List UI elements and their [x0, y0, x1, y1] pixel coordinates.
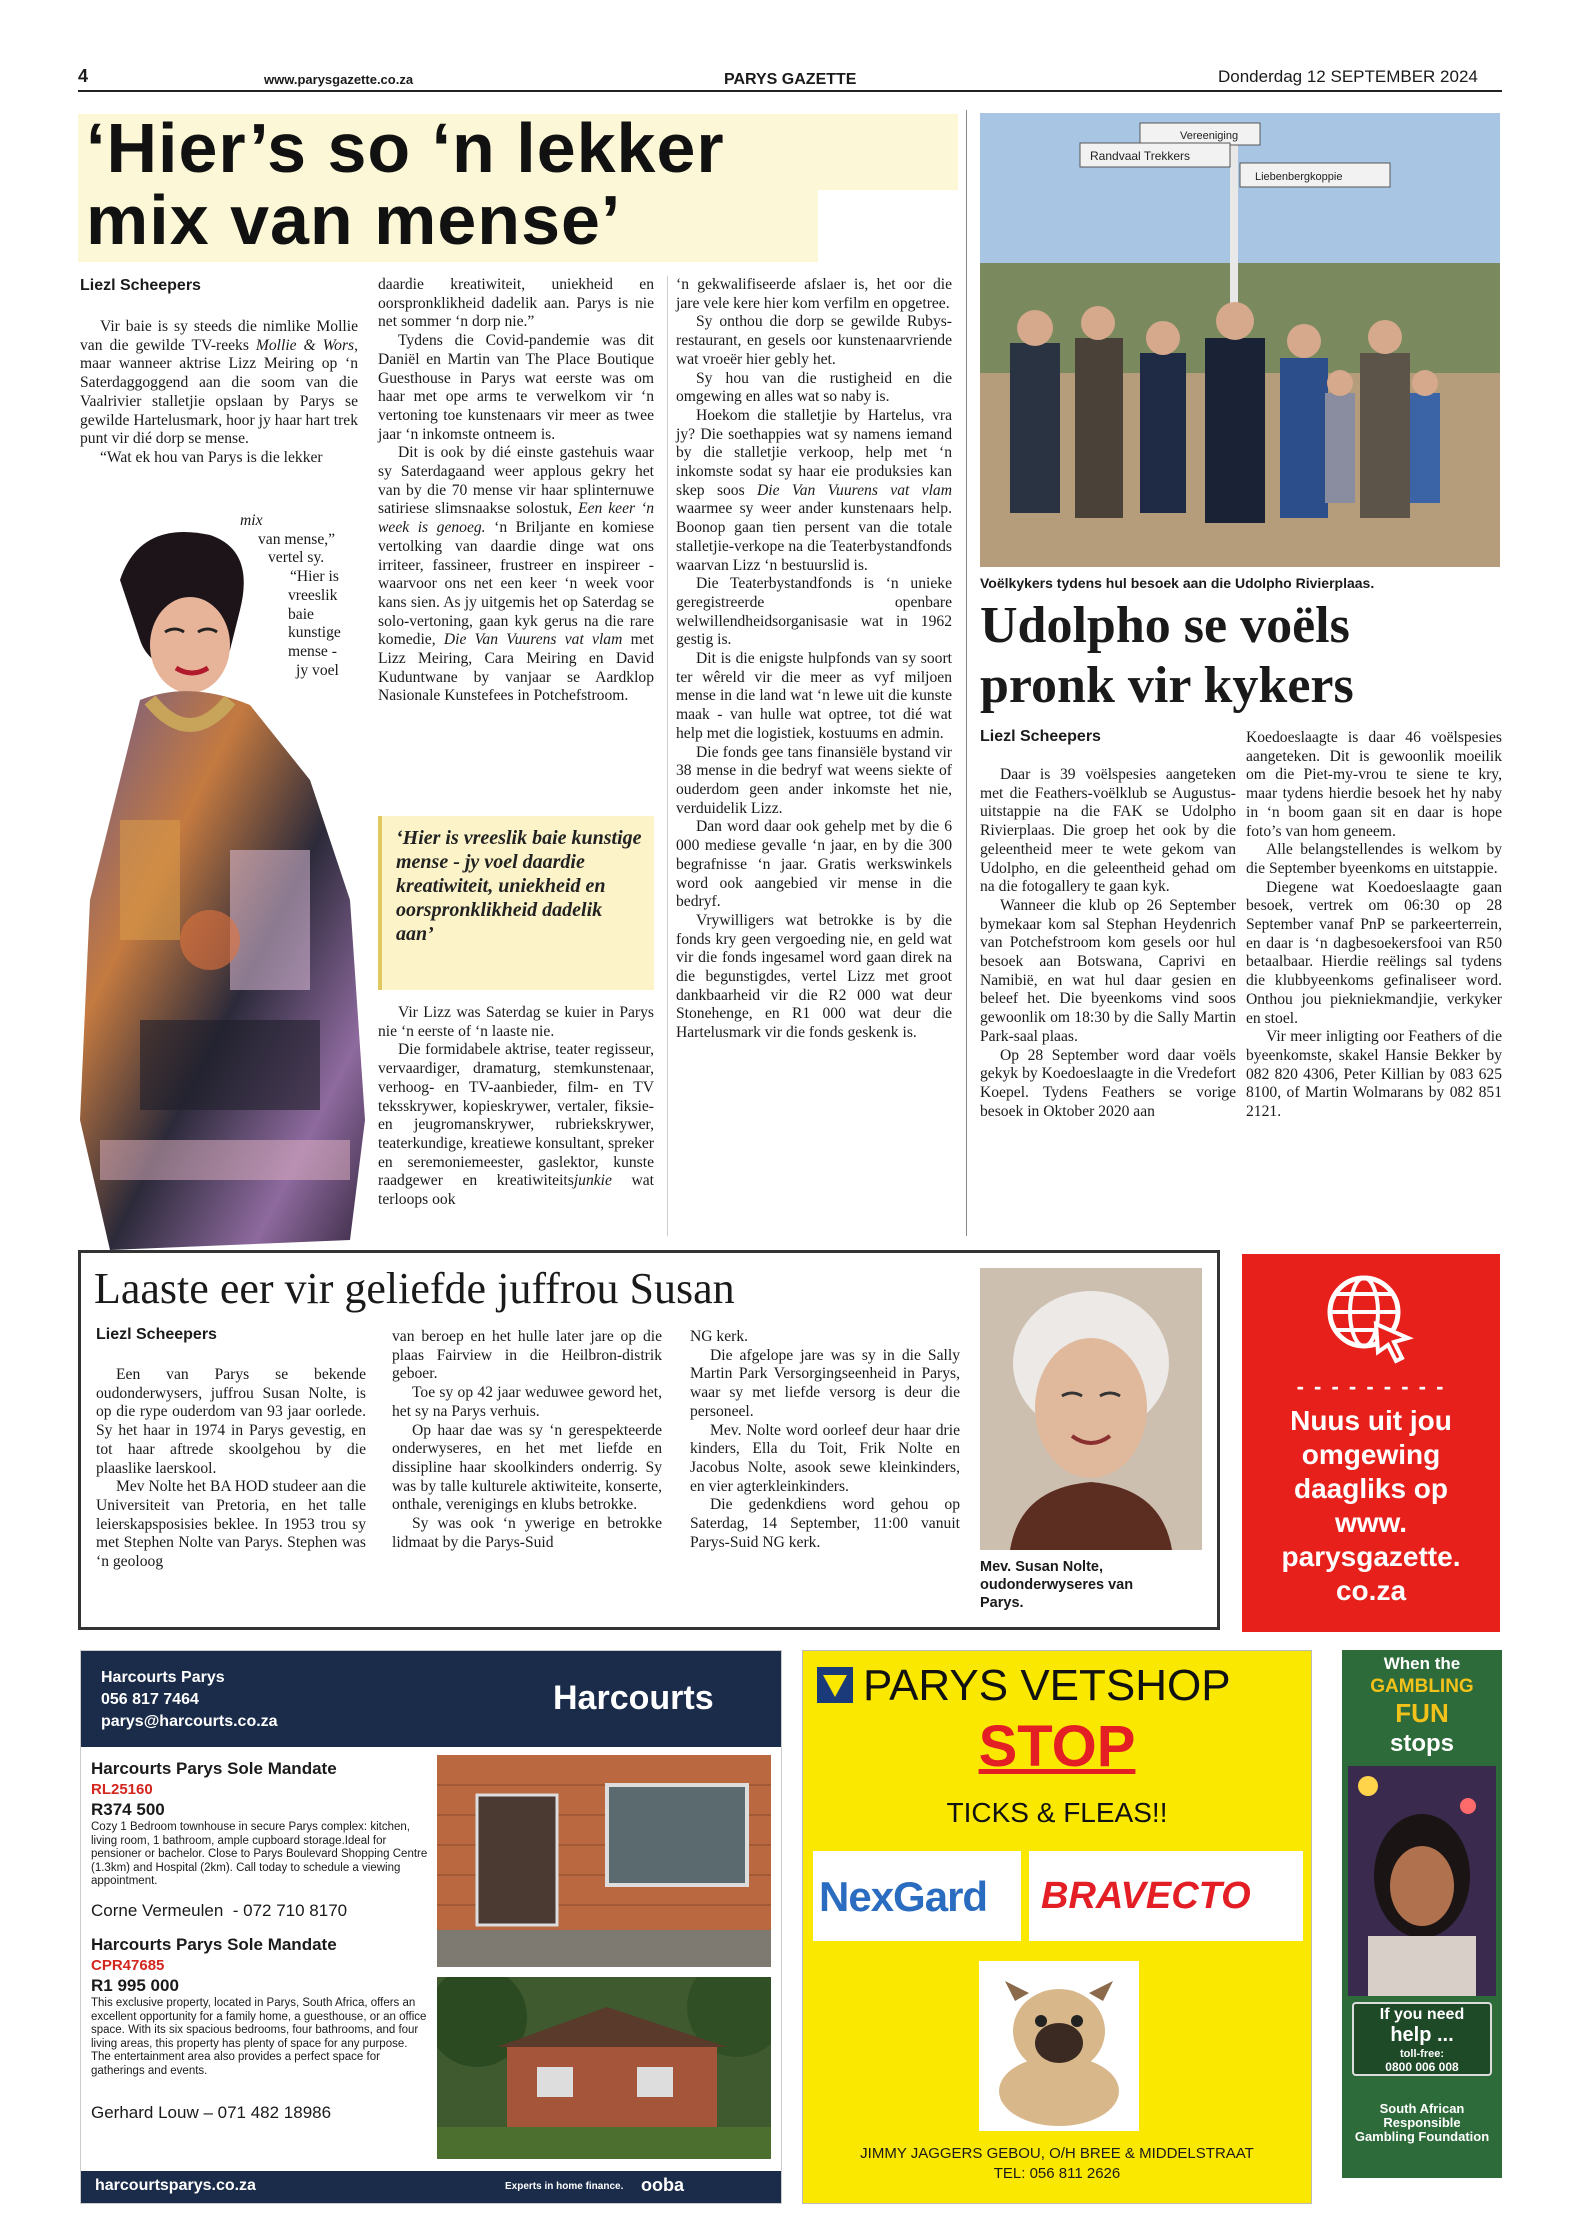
nexgard-logo: NexGard: [819, 1873, 988, 1920]
article3-byline: Liezl Scheepers: [96, 1326, 217, 1343]
vetshop-ad[interactable]: [802, 1650, 1312, 2204]
article1-byline: Liezl Scheepers: [80, 277, 201, 294]
susan-nolte-photo: [980, 1268, 1202, 1550]
listing2-photo: [437, 1977, 771, 2159]
listing2-title: Harcourts Parys Sole Mandate: [91, 1935, 337, 1954]
paragraph: Op haar dae was sy ‘n gerespekteerde onderwyseres, en het met liefde en dissipline haar skoolkinders onderrig. Sy was by talle kulturele aktiwiteite, konserte, onthale, verenigings en klubs betrokke.: [392, 1421, 662, 1514]
paragraph: van mense,”: [258, 530, 336, 548]
listing1-agent: Corne Vermeulen - 072 710 8170: [91, 1901, 348, 1920]
promo-line: Nuus uit jou: [1290, 1405, 1452, 1436]
paragraph: Die fonds gee tans finansiële bystand vir 38 mense in die bedryf wat weens siekte of ouderdom geen ander inkomste het nie, verduidelik Lizz.: [676, 743, 952, 817]
paragraph: Dit is ook by dié einste gastehuis waar sy Saterdagaand weer applous gekry het van by die 70 mense vir haar splinternuwe satiriese slimsnaakse solostuk, Een keer ‘n week is genoeg. ‘n Briljante en komiese vertolking van daardie dinge wat ons irriteer, fassineer, frustreer en inspireer - waarvoor ons net een keer ‘n week voor kans sien. As jy uitgemis het op Saterdag se solo-vertoning, gaan kyk gerus na die rare komedie, Die Van Vuurens vat vlam met Lizz Meiring, Cara Meiring en David Kuduntwane by vanjaar se Aardklop Nasionale Kunstefees in Potchefstroom.: [378, 444, 654, 705]
gambling-number[interactable]: 0800 006 008: [1385, 2060, 1459, 2074]
vetshop-title: PARYS VETSHOP: [863, 1661, 1231, 1710]
gambling-line3: FUN: [1395, 1698, 1449, 1728]
harcourts-footer-url[interactable]: harcourtsparys.co.za: [95, 2177, 256, 2194]
paragraph: Een van Parys se bekende oudonderwysers, juffrou Susan Nolte, is op die rype ouderdom van 93 jaar oorlede. Sy het haar in 1974 in Parys gevestig, en tot haar aftrede skoolgehou by die plaaslike laerskool.: [96, 1366, 366, 1477]
paragraph: ‘n gekwalifiseerde afslaer is, het oor die jare vele kere hier kom verfilm en opgetree.: [676, 276, 952, 312]
paragraph: Wanneer die klub op 26 September bymekaar kom sal Stephan Heydenrich van Potchefstroom kom gesels oor hul besoek aan Botswana, Caprivi en Namibië, en wat hul daar gesien en beleef het. Die byeenkoms vind soos gewoonlik om 18:30 by die Sally Martin Park-saal plaas.: [980, 896, 1236, 1045]
paragraph: Die gedenkdiens word gehou op Saterdag, 14 September, 11:00 vanuit Parys-Suid NG kerk.: [690, 1496, 960, 1551]
article2-headline: [980, 596, 1354, 716]
vetshop-stop: STOP: [978, 1714, 1136, 1779]
paragraph: Vir Lizz was Saterdag se kuier in Parys nie ‘n eerste of ‘n laaste nie.: [378, 1004, 654, 1040]
article2-col1: [980, 766, 1236, 1121]
harcourts-phone[interactable]: 056 817 7464: [101, 1691, 199, 1708]
listing1-ref: RL25160: [91, 1781, 153, 1798]
bravecto-logo: BRAVECTO: [1041, 1875, 1251, 1917]
pullquote: ‘Hier is vreeslik baie kunstige mense - jy voel daardie kreatiwiteit, uniekheid en oorspronklikheid dadelik aan’: [396, 827, 642, 945]
paragraph: Op 28 September word daar voëls gekyk by Koedoeslaagte in die Vredefort Koepel. Tydens Feathers se vorige besoek in Oktober 2020 aan: [980, 1046, 1236, 1120]
section-divider: [966, 110, 967, 1236]
paragraph: Vrywilligers wat betrokke is by die fonds kry geen vergoeding nie, en geld wat vir die fonds ingesamel word gaan direk na die begunstigdes, vertel Lizz met groot dankbaarheid vir die R2 000 wat deur Stonehenge, en R1 000 wat deur die Hartelusmark vir die fonds geskenk is.: [676, 911, 952, 1042]
paragraph: Mev. Nolte word oorleef deur haar drie kinders, Ella du Toit, Frik Nolte en Jacobus Nolte, asook sewe kleinkinders, en vier agterkleinkinders.: [690, 1421, 960, 1495]
listing2-agent: Gerhard Louw – 071 482 18986: [91, 2103, 332, 2122]
column-divider: [667, 276, 668, 1236]
article2-headline-line2: pronk vir kykers: [980, 657, 1354, 714]
promo-line: www.: [1334, 1507, 1408, 1538]
issue-date: Donderdag 12 SEPTEMBER 2024: [1218, 67, 1478, 86]
article1-headline-line1: ‘Hier’s so ‘n lekker: [86, 109, 725, 187]
article3-col3: [690, 1328, 960, 1552]
paragraph: Dit is die enigste hulpfonds van sy soort ter wêreld vir die meer as vyf miljoen mense in die land wat ‘n lewe uit die kunste maak - van hulle wat optree, tot dié wat help met die logistiek, kostuums en admin.: [676, 650, 952, 742]
sign-randvaal: Randvaal Trekkers: [1090, 149, 1191, 163]
vetshop-ticks: TICKS & FLEAS!!: [946, 1797, 1168, 1828]
paragraph: “Wat ek hou van Parys is die lekker: [100, 448, 323, 466]
paragraph: baie: [288, 605, 314, 623]
article3-col2: [392, 1328, 662, 1552]
harcourts-email[interactable]: parys@harcourts.co.za: [101, 1713, 278, 1730]
paragraph: Toe sy op 42 jaar weduwee geword het, het sy na Parys verhuis.: [392, 1384, 662, 1420]
article3-headline: Laaste eer vir geliefde juffrou Susan: [94, 1264, 735, 1313]
lizz-illustration: [80, 520, 370, 1260]
paragraph: Sy hou van die rustigheid en die omgewing en alles wat so naby is.: [676, 369, 952, 406]
sign-liebenbergkoppie: Liebenbergkoppie: [1255, 171, 1343, 183]
paragraph: Die formidabele aktrise, teater regisseur, vervaardiger, dramaturg, stemkunstenaar, verhoog- en TV-aanbieder, film- en TV teksskrywer, kopieskrywer, vertaler, fiksie- en jeugromanskrywer, rubriekskrywer, teaterkundige, kreatiewe konsultant, spreker en seremoniemeester, gaslektor, kunste raadgewer en kreatiwiteitsjunkie wat terloops ook: [378, 1041, 654, 1209]
paragraph: Vir baie is sy steeds die nimlike Mollie van die gewilde TV-reeks Mollie & Wors, maar wanneer aktrise Lizz Meiring op ‘n Saterdaggoggend aan die soom van die Vaalrivier stalletjie opslaan by Parys se gewilde Hartelusmark, hoor jy haar hart trek punt vir dié dorp se mense.: [80, 318, 359, 448]
paragraph: Koedoeslaagte is daar 46 voëlspesies aangeteken. Dit is gewoonlik moeilik om die Piet-my-vrou te siene te kry, maar tydens hierdie besoek het hy naby in ‘n boom gaan sit en daar is hope foto’s van hom geneem.: [1246, 729, 1502, 840]
article1-headline-line2: mix van mense’: [86, 181, 622, 259]
paragraph: Die afgelope jare was sy in die Sally Martin Park Versorgingseenheid in Parys, waar sy met liefde versorg is deur die personeel.: [690, 1346, 960, 1420]
paragraph: van beroep en het hulle later jare op die plaas Fairview in die Heilbron-distrik geboer.: [392, 1328, 662, 1383]
gambling-help2: help ...: [1390, 2024, 1454, 2046]
promo-line: parysgazette.: [1281, 1541, 1461, 1572]
gambling-tollfree: toll-free:: [1400, 2048, 1444, 2060]
paragraph: Diegene wat Koedoeslaagte gaan besoek, vertrek om 06:30 op 28 September vanaf PnP se parkeerterrein, en daar is ‘n dagbesoekersfooi van R50 betaalbaar. Hierdie reëlings sal tydens die klubbyeenkoms gefinaliseer word. Onthou jou piekniekmandjie, verkyker en stoel.: [1246, 878, 1502, 1027]
susan-caption: Mev. Susan Nolte, oudonderwyseres van Parys.: [980, 1559, 1134, 1611]
paragraph: NG kerk.: [690, 1328, 749, 1345]
article2-byline: Liezl Scheepers: [980, 728, 1101, 745]
paragraph: jy voel: [296, 661, 339, 679]
house-illustration: [437, 1977, 771, 2159]
gambling-ad[interactable]: [1342, 1650, 1502, 2178]
globe-cursor-icon: [1318, 1266, 1418, 1366]
birdwatchers-caption: Voëlkykers tydens hul besoek aan die Udolpho Rivierplaas.: [980, 575, 1375, 591]
sign-vereeniging: Vereeniging: [1180, 130, 1239, 142]
paragraph: Die Teaterbystandfonds is ‘n unieke geregistreerde openbare welwillendheidsorganisasie wat in 1962 gestig is.: [676, 575, 952, 649]
masthead-rule: [78, 90, 1502, 92]
article1-col1: [80, 318, 358, 468]
harcourts-agency: Harcourts Parys: [101, 1669, 225, 1686]
listing1-photo: [437, 1755, 771, 1967]
listing1-title: Harcourts Parys Sole Mandate: [91, 1759, 337, 1778]
paragraph: kunstige: [288, 624, 341, 642]
townhouse-illustration: [437, 1755, 771, 1967]
article1-col3: [676, 276, 952, 1043]
paragraph: vreeslik: [288, 586, 338, 604]
birdwatchers-illustration: [980, 113, 1500, 567]
paragraph: daardie kreatiwiteit, uniekheid en oorspronklikheid dadelik aan. Parys is nie net sommer ‘n dorp nie.”: [378, 276, 654, 331]
promo-box[interactable]: [1242, 1254, 1500, 1632]
promo-line: omgewing: [1301, 1439, 1441, 1470]
paragraph: Tydens die Covid-pandemie was dit Daniël en Martin van The Place Boutique Guesthouse in Parys wat eerste was om haar met ope arms te verwelkom vir ‘n vertoning toe kunstenaars vir meer as twee jaar ‘n inkomste ontneem is.: [378, 332, 654, 443]
paragraph: Vir meer inligting oor Feathers of die byeenkomste, skakel Hansie Bekker by 082 820 4306, Peter Killian by 083 625 8100, of Martin Wolmarans by 082 851 2121.: [1246, 1028, 1502, 1121]
bulldog-illustration: [979, 1961, 1139, 2131]
harcourts-logo: Harcourts: [553, 1679, 714, 1717]
ooba-logo: ooba: [641, 2175, 684, 2195]
paragraph: Daar is 39 voëlspesies aangeteken met die Feathers-voëlklub se Augustus-uitstappie na die FAK se Udolpho Rivierplaas. Die groep het ook by die geleentheid meer te wete gekom van Udolpho, en die geleentheid gehad om na die fotogallery te gaan kyk.: [980, 766, 1236, 896]
article3-col1: [96, 1366, 366, 1572]
article1-col2-bottom: [378, 1004, 654, 1210]
paragraph: “Hier is: [290, 568, 339, 586]
vetshop-tel[interactable]: TEL: 056 811 2626: [993, 2165, 1121, 2182]
lizz-meiring-photo: [80, 520, 370, 1260]
birdwatchers-photo: [980, 113, 1500, 567]
vet-logo-icon: [815, 1665, 855, 1705]
harcourts-footer-tagline: Experts in home finance.: [505, 2181, 624, 2192]
gambling-line2: GAMBLING: [1370, 1676, 1474, 1697]
listing2-desc: This exclusive property, located in Parys, South Africa, offers an excellent opportunity for a family home, a guesthouse, or an office space. With its six spacious bedrooms, four bathrooms, and four living areas, this property has plenty of space for any purpose. The entertainment area also provides a perfect space for gatherings and events.: [91, 1997, 427, 2077]
paragraph: mix: [240, 512, 263, 529]
vetshop-address: JIMMY JAGGERS GEBOU, O/H BREE & MIDDELSTRAAT: [860, 2145, 1254, 2162]
bulldog-photo: [979, 1961, 1139, 2131]
harcourts-ad[interactable]: [80, 1650, 782, 2204]
promo-text: [1242, 1404, 1500, 1608]
paragraph: Alle belangstellendes is welkom by die September byeenkoms en uitstappie.: [1246, 841, 1502, 877]
website-link[interactable]: www.parysgazette.co.za: [264, 72, 414, 87]
paragraph: vertel sy.: [268, 549, 325, 567]
gambling-line4: stops: [1389, 1730, 1454, 1757]
susan-portrait-illustration: [980, 1268, 1202, 1550]
paper-name: PARYS GAZETTE: [724, 71, 857, 88]
paragraph: mense -: [288, 642, 337, 660]
promo-line: co.za: [1335, 1575, 1407, 1606]
article1-col2-top: [378, 276, 654, 706]
gambling-line1: When the: [1383, 1654, 1461, 1673]
paragraph: Mev Nolte het BA HOD studeer aan die Universiteit van Pretoria, en het talle leierskapsposisies beklee. In 1953 trou sy met Stephen Nolte van Parys. Stephen was ‘n geoloog: [96, 1478, 366, 1571]
promo-dashes: - - - - - - - - -: [1296, 1374, 1446, 1399]
girl-illustration: [1348, 1766, 1496, 1996]
paragraph: Hoekom die stalletjie by Hartelus, vra jy? Die soethappies wat sy namens iemand by die stalletjie verkoop, help met ‘n inkomste sodat sy haar eie produksies kan skep soos Die Van Vuurens vat vlam waarmee sy weer ander kunstenaars help. Boonop gaan tien persent van die totale stalletjie-verkope na die Teaterbystandfonds waarvan Lizz ‘n bestuurslid is.: [676, 406, 952, 574]
article2-headline-line1: Udolpho se voëls: [980, 597, 1350, 654]
listing1-price: R374 500: [91, 1800, 165, 1819]
distressed-girl-photo: [1348, 1766, 1496, 1996]
article1-headline: [86, 109, 725, 259]
page-number: 4: [78, 66, 89, 86]
paragraph: Sy was ook ‘n ywerige en betrokke lidmaat by die Parys-Suid: [392, 1515, 662, 1551]
promo-line: daagliks op: [1293, 1473, 1449, 1504]
listing2-price: R1 995 000: [91, 1976, 179, 1995]
paragraph: Sy onthou die dorp se gewilde Rubys-restaurant, en gesels oor kunstenaarvriende wat vroeër hier gebly het.: [676, 313, 952, 368]
article2-col2: [1246, 729, 1502, 1122]
gambling-foundation: South African Responsible Gambling Foundation: [1354, 2101, 1490, 2144]
gambling-help1: If you need: [1379, 2006, 1465, 2023]
listing2-ref: CPR47685: [91, 1957, 165, 1974]
listing1-desc: Cozy 1 Bedroom townhouse in secure Parys complex: kitchen, living room, 1 bathroom, ample cupboard storage.Ideal for pensioner or bachelor. Close to Parys Boulevard Shopping Centre (1.3km) and Hospital (2km). Call today to schedule a viewing appointment.: [91, 1821, 428, 1887]
paragraph: Dan word daar ook gehelp met by die 6 000 mediese gevalle ‘n jaar, en by die 300 begrafnisse ‘n jaar. Gratis werkswinkels word ook aangebied vir mense in die bedryf.: [676, 818, 952, 911]
